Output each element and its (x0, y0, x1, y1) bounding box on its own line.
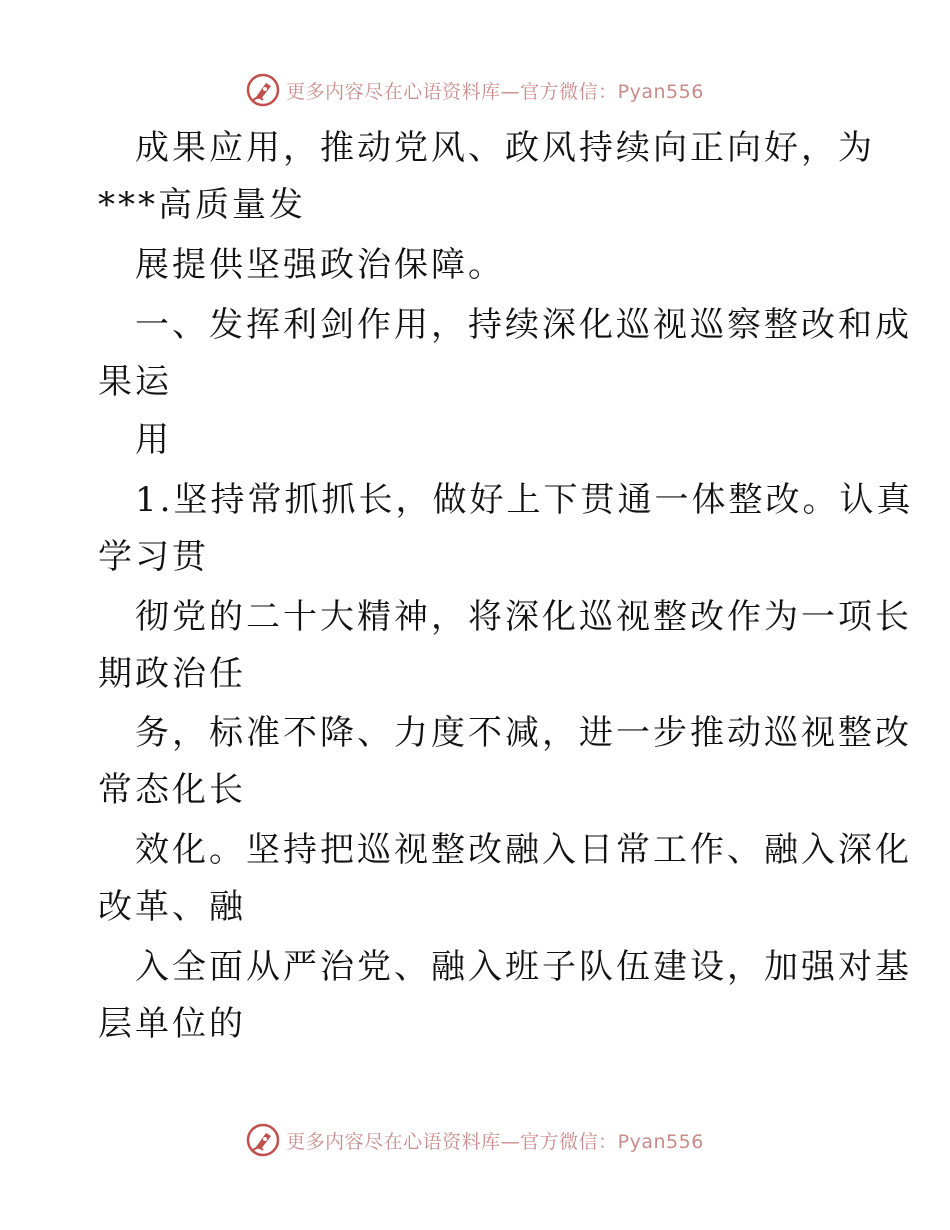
text-line-2: ***高质量发 (98, 185, 306, 225)
text-line-10: 期政治任 (98, 654, 246, 694)
text-line-13: 效化。坚持把巡视整改融入日常工作、融入深化 (135, 830, 912, 870)
header-watermark-text: 更多内容尽在心语资料库—官方微信：Pyan556 (286, 80, 704, 103)
text-line-12: 常态化长 (98, 770, 246, 810)
footer-watermark-text: 更多内容尽在心语资料库—官方微信：Pyan556 (286, 1130, 704, 1153)
text-line-14: 改革、融 (98, 887, 246, 927)
text-line-7: 1.坚持常抓抓长，做好上下贯通一体整改。认真 (135, 480, 914, 520)
text-line-4: 一、发挥利剑作用，持续深化巡视巡察整改和成 (135, 305, 912, 345)
footer-watermark (0, 1120, 950, 1160)
text-line-8: 学习贯 (98, 537, 209, 577)
header-watermark (0, 70, 950, 110)
footer-watermark-inner (246, 1123, 704, 1157)
pen-nib-logo-icon (246, 1123, 280, 1157)
text-line-1: 成果应用，推动党风、政风持续向正向好，为 (135, 128, 875, 168)
text-line-6: 用 (135, 420, 172, 460)
text-line-11: 务，标准不降、力度不减，进一步推动巡视整改 (135, 713, 912, 753)
text-line-5: 果运 (98, 362, 172, 402)
text-line-16: 层单位的 (98, 1004, 246, 1044)
text-line-9: 彻党的二十大精神，将深化巡视整改作为一项长 (135, 597, 912, 637)
header-watermark-inner (246, 73, 704, 107)
text-line-15: 入全面从严治党、融入班子队伍建设，加强对基 (135, 947, 912, 987)
pen-nib-logo-icon (246, 73, 280, 107)
text-line-3: 展提供坚强政治保障。 (135, 245, 505, 285)
